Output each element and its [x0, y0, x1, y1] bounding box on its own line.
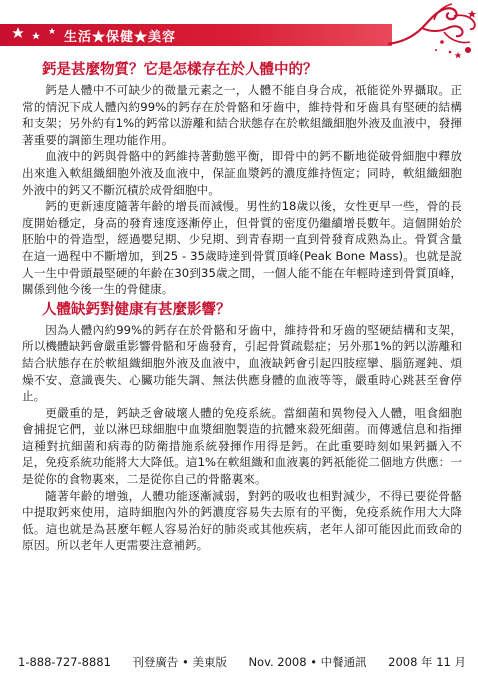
- paragraph: 鈣的更新速度隨著年齡的增長而減慢。男性約18歲以後，女性更早一些，骨的長度開始穩定，身高的發育速度逐漸停止，但骨質的密度仍繼續增長數年。這個開始於胚胎中的骨造型，經過嬰兒期、少兒期、到青春期一直到骨發育成熟為止。骨質含量在這一過程中不斷增加，到25 - 35歲時達到骨質頂峰(Peak Bone Mass)。也就是說人一生中骨頭最堅硬的年齡在30到35歲之間，一個人能不能在年輕時達到骨質頂峰，關係到他今後一生的骨健康。: [22, 199, 462, 297]
- footer-phone: 1-888-727-8881: [18, 655, 111, 669]
- footer-date: 2008 年 11 月: [388, 655, 466, 669]
- section-heading: 鈣是甚麼物質？它是怎樣存在於人體中的？: [42, 62, 318, 78]
- footer-publication: 刊登廣告 • 美東版: [132, 655, 227, 669]
- floral-ornament-icon: [384, 2, 478, 64]
- paragraph: 因為人體內約99%的鈣存在於骨骼和牙齒中，維持骨和牙齒的堅硬結構和支架，所以機體缺鈣會嚴重影響骨骼和牙齒發育，引起骨質疏鬆症；另外那1%的鈣以游離和結合狀態存在於軟組織細胞外液及血液中，血液缺鈣會引起四肢痙攣、腦筋遲鈍、煩燥不安、意識喪失、心臟功能失調、無法供應身體的血液等等，嚴重時心跳甚至會停止。: [22, 322, 462, 404]
- footer-issue: Nov. 2008 • 中餐通訊: [248, 655, 367, 669]
- stars-decoration-icon: [8, 22, 64, 48]
- paragraph: 血液中的鈣與骨骼中的鈣維持著動態平衡，即骨中的鈣不斷地從破骨細胞中釋放出來進入軟組織細胞外液及血液中，保証血漿鈣的濃度維持恆定；同時，軟組織細胞外液中的鈣又不斷沉積於成骨細胞中。: [22, 149, 462, 197]
- section-calcium-what: [22, 60, 462, 298]
- section-heading: 人體缺鈣對健康有甚麼影響？: [42, 301, 231, 318]
- section-calcium-deficiency: [22, 300, 462, 554]
- header-title: 生活★保健★美容: [64, 29, 177, 45]
- paragraph: 鈣是人體中不可缺少的微量元素之一，人體不能自身合成，祇能從外界攝取。正常的情況下成人體內約99%的鈣存在於骨骼和牙齒中，維持骨和牙齒具有堅硬的結構和支架；另外約有1%的鈣常以游離和結合狀態存在於軟組織細胞外液及血液中，發揮著重要的調節生理功能作用。: [22, 83, 462, 147]
- paragraph: 隨著年齡的增強，人體功能逐漸減弱，對鈣的吸收也相對減少，不得已要從骨骼中提取鈣來使用，這時細胞內外的鈣濃度容易失去原有的平衡，免疫系統作用大大降低。這也就是為甚麼年輕人容易治好的肺炎或其他疾病，老年人卻可能因此而致命的原因。所以老年人更需要注意補鈣。: [22, 488, 462, 553]
- paragraph: 更嚴重的是，鈣缺乏會破壞人體的免疫系統。當細菌和異物侵入人體，咀食細胞會捕捉它們，並以淋巴球細胞中血漿細胞製造的抗體來殺死細菌。而傳遞信息和指揮這種對抗細菌和病毒的防衛措施系統發揮作用得是鈣。在此重要時刻如果鈣攝入不足，免疫系統功能將大大降低。這1%在軟組織和血液裏的鈣祇能從二個地方供應：一是從你的食物裏來，二是從你自己的骨骼裏來。: [22, 405, 462, 487]
- article-body: [22, 60, 462, 554]
- page-footer: [18, 652, 466, 672]
